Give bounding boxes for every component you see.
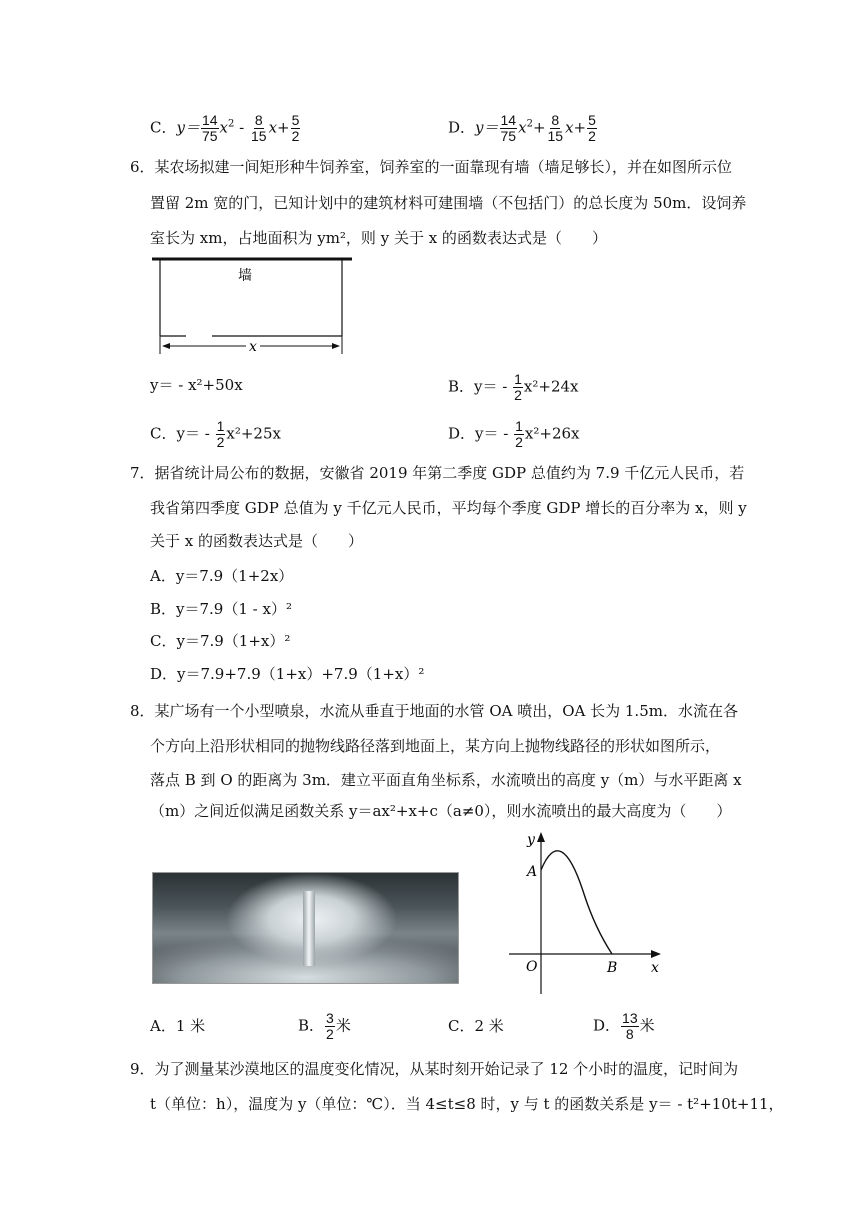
q7-option-a: A．y＝7.9（1+2x）: [150, 567, 294, 585]
q7-stem-line-3: 关于 x 的函数表达式是（ ）: [150, 532, 363, 550]
q5-option-c: C．y＝ $\frac{14}{75}$ $x^2$ - $\frac{8}{15}$ x+ $\frac{5}{2}$: [150, 112, 300, 144]
q8-stem-line-2: 个方向上沿形状相同的抛物线路径落到地面上，某方向上抛物线路径的形状如图所示，: [150, 737, 721, 755]
q8-stem-line-1: 8．某广场有一个小型喷泉，水流从垂直于地面的水管 OA 喷出，OA 长为 1.5m．水流在各: [130, 702, 738, 720]
origin-label: O: [526, 959, 538, 975]
q8-stem-line-3: 落点 B 到 O 的距离为 3m．建立平面直角坐标系，水流喷出的高度 y（m）与水平距离 x: [150, 771, 742, 789]
q9-stem-line-1: 9．为了测量某沙漠地区的温度变化情况，从某时刻开始记录了 12 个小时的温度，记时间为: [130, 1060, 739, 1078]
wall-label: 墙: [238, 268, 252, 284]
q6-option-d: D．y＝ - $\frac{1}{2}$ x²+26x: [448, 418, 580, 450]
q7-stem-line-1: 7．据省统计局公布的数据，安徽省 2019 年第二季度 GDP 总值约为 7.9 千亿元人民币，若: [130, 464, 745, 482]
q8-option-b: B． $\frac{3}{2}$ 米: [298, 1010, 351, 1042]
q6-option-b: B．y＝ - $\frac{1}{2}$ x²+24x: [448, 371, 579, 403]
q6-stem-line-1: 6．某农场拟建一间矩形种牛饲养室，饲养室的一面靠现有墙（墙足够长），并在如图所示位: [130, 158, 733, 176]
point-a-label: A: [527, 864, 538, 880]
q8-option-d: D． $\frac{13}{8}$ 米: [593, 1010, 655, 1042]
q7-option-d: D．y＝7.9+7.9（1+x）+7.9（1+x）²: [150, 665, 425, 683]
point-b-label: B: [607, 960, 618, 976]
q8-stem-line-4: （m）之间近似满足函数关系 y＝ax²+x+c（a≠0），则水流喷出的最大高度为（ ）: [150, 802, 732, 820]
q6-stem-line-3: 室长为 xm，占地面积为 ym²，则 y 关于 x 的函数表达式是（ ）: [150, 229, 607, 247]
q8-parabola-graph: [505, 830, 665, 998]
q7-option-b: B．y＝7.9（1 - x）²: [150, 600, 292, 618]
q7-stem-line-2: 我省第四季度 GDP 总值为 y 千亿元人民币，平均每个季度 GDP 增长的百分率为 x，则 y: [150, 499, 747, 517]
q6-wall-figure: [150, 254, 360, 358]
q9-stem-line-2: t（单位：h），温度为 y（单位：℃）．当 4≤t≤8 时，y 与 t 的函数关系是 y＝ - t²+10t+11，: [150, 1095, 784, 1113]
q7-option-c: C．y＝7.9（1+x）²: [150, 632, 291, 650]
x-label: x: [249, 339, 257, 355]
q6-option-a: y＝ - x²+50x: [150, 376, 243, 394]
fountain-photo: [152, 872, 459, 984]
q6-option-c: C．y＝ - $\frac{1}{2}$ x²+25x: [150, 418, 281, 450]
y-axis-label: y: [527, 832, 535, 848]
q8-option-c: C．2 米: [448, 1017, 504, 1035]
x-axis-label: x: [651, 960, 659, 976]
q6-stem-line-2: 置留 2m 宽的门，已知计划中的建筑材料可建围墙（不包括门）的总长度为 50m．设饲养: [150, 194, 747, 212]
q5-option-d: D．y＝ $\frac{14}{75}$ $x^2+$ $\frac{8}{15}$ x+ $\frac{5}{2}$: [448, 112, 596, 144]
parabola-curve: [541, 851, 612, 954]
q8-option-a: A．1 米: [150, 1017, 206, 1035]
